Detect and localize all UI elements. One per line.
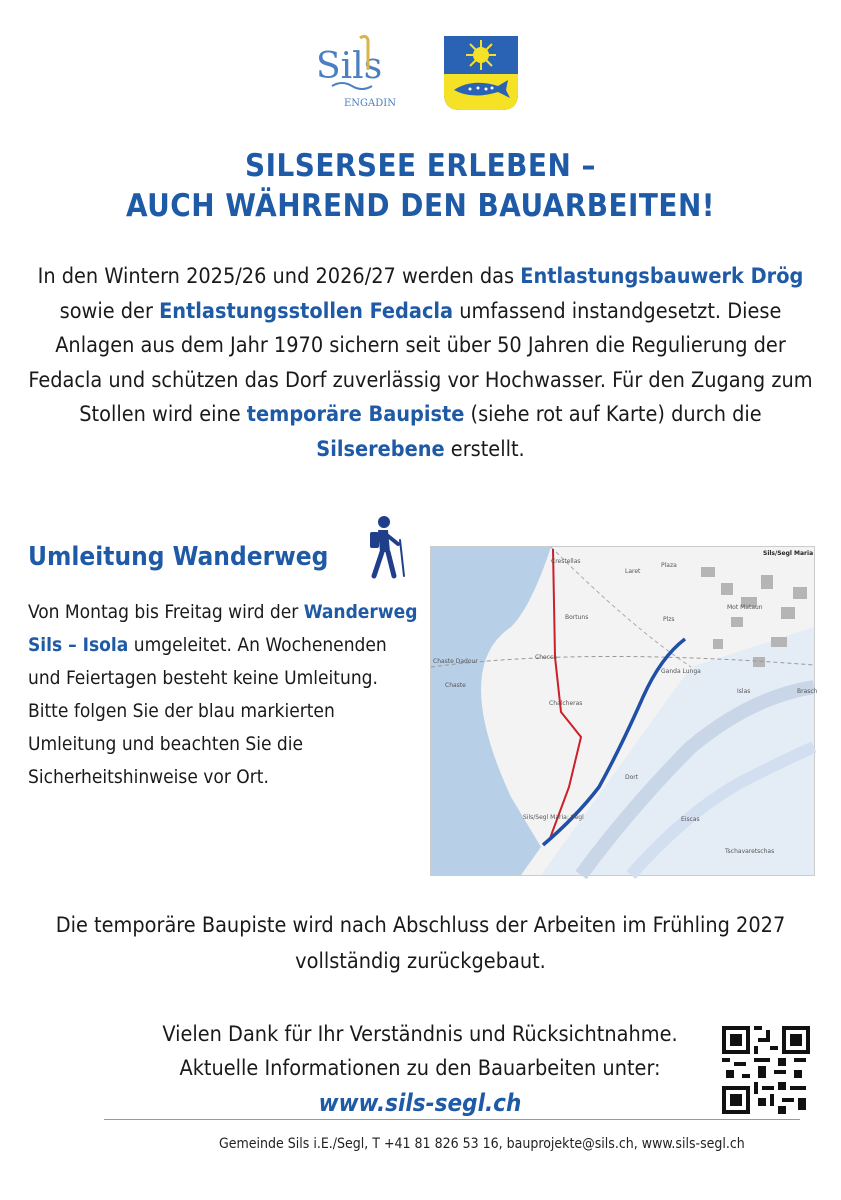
detour-text: Von Montag bis Freitag wird der bbox=[28, 601, 304, 623]
intro-paragraph bbox=[20, 260, 821, 468]
map-label: Bortuns bbox=[565, 614, 589, 621]
map-label: Islas bbox=[737, 688, 751, 695]
thanks-block bbox=[120, 1018, 720, 1122]
intro-text: (siehe rot auf Karte) durch die bbox=[464, 402, 762, 428]
map-label: Brasch bbox=[797, 688, 818, 695]
map-label: Laret bbox=[625, 568, 641, 575]
map-label: Plaza bbox=[661, 562, 677, 569]
map-label: Plzs bbox=[663, 616, 675, 623]
closing-paragraph bbox=[0, 908, 841, 980]
detour-highlight: Wanderweg Sils – Isola bbox=[28, 601, 418, 656]
map-label: Mot Mataun bbox=[727, 604, 763, 611]
intro-text: erstellt. bbox=[444, 436, 525, 462]
map-label: Chocca bbox=[535, 654, 557, 661]
closing-line-2: vollständig zurückgebaut. bbox=[295, 949, 546, 974]
logo-wordmark: Sils bbox=[316, 46, 383, 87]
qr-code[interactable] bbox=[722, 1026, 810, 1114]
page-title bbox=[0, 146, 841, 226]
logo-subtitle: ENGADIN bbox=[344, 98, 396, 109]
sils-logo bbox=[312, 30, 402, 110]
route-map bbox=[430, 546, 818, 876]
intro-text: sowie der bbox=[59, 298, 160, 324]
website-link[interactable]: www.sils-segl.ch bbox=[318, 1089, 522, 1117]
intro-highlight: temporäre Baupiste bbox=[246, 402, 465, 428]
map-label: Eiscas bbox=[681, 816, 700, 823]
detour-paragraph bbox=[28, 596, 418, 794]
map-label: Chaste bbox=[445, 682, 466, 689]
title-line-2: AUCH WÄHREND DEN BAUARBEITEN! bbox=[125, 188, 716, 224]
intro-text: umfassend instandgesetzt. Diese Anlagen aus dem Jahr 1970 sichern seit über 50 Jahren die Regulierung der Fedacla und schützen das Dorf zuverlässig vor Hochwasser. Für den Zugang zum Stollen wird eine bbox=[28, 298, 813, 428]
intro-text: In den Wintern 2025/26 und 2026/27 werden das bbox=[37, 264, 521, 289]
intro-highlight: Entlastungsbauwerk Drög bbox=[520, 264, 804, 289]
intro-highlight: Silserebene bbox=[316, 436, 445, 462]
map-label: Sils/Segl Maria: Segl bbox=[523, 814, 584, 821]
map-label: Sils/Segl Maria bbox=[763, 550, 814, 557]
map-label: Chalcheras bbox=[549, 700, 583, 707]
thanks-line-1: Vielen Dank für Ihr Verständnis und Rücksichtnahme. bbox=[162, 1022, 678, 1047]
map-label: Tschavaretschas bbox=[725, 848, 775, 855]
detour-heading: Umleitung Wanderweg bbox=[28, 542, 329, 572]
map-label: Crestellas bbox=[551, 558, 581, 565]
coat-of-arms-icon bbox=[442, 34, 520, 112]
detour-text: umgeleitet. An Wochenenden und Feiertagen besteht keine Umleitung. Bitte folgen Sie der blau markierten Umleitung und beachten Sie die Sicherheitshinweise vor Ort. bbox=[28, 634, 387, 788]
footer-contact: Gemeinde Sils i.E./Segl, T +41 81 826 53 16, bauprojekte@sils.ch, www.sils-segl.ch bbox=[219, 1136, 745, 1152]
thanks-line-2: Aktuelle Informationen zu den Bauarbeiten unter: bbox=[179, 1056, 661, 1081]
map-label: Ganda Lunga bbox=[661, 668, 701, 675]
footer-divider bbox=[104, 1119, 800, 1120]
hiker-icon bbox=[364, 514, 408, 578]
closing-line-1: Die temporäre Baupiste wird nach Abschluss der Arbeiten im Frühling 2027 bbox=[55, 913, 786, 938]
map-label: Chaste Dadour bbox=[433, 658, 478, 665]
title-line-1: SILSERSEE ERLEBEN – bbox=[245, 148, 596, 184]
intro-highlight: Entlastungsstollen Fedacla bbox=[159, 298, 454, 324]
map-label: Dort bbox=[625, 774, 639, 781]
